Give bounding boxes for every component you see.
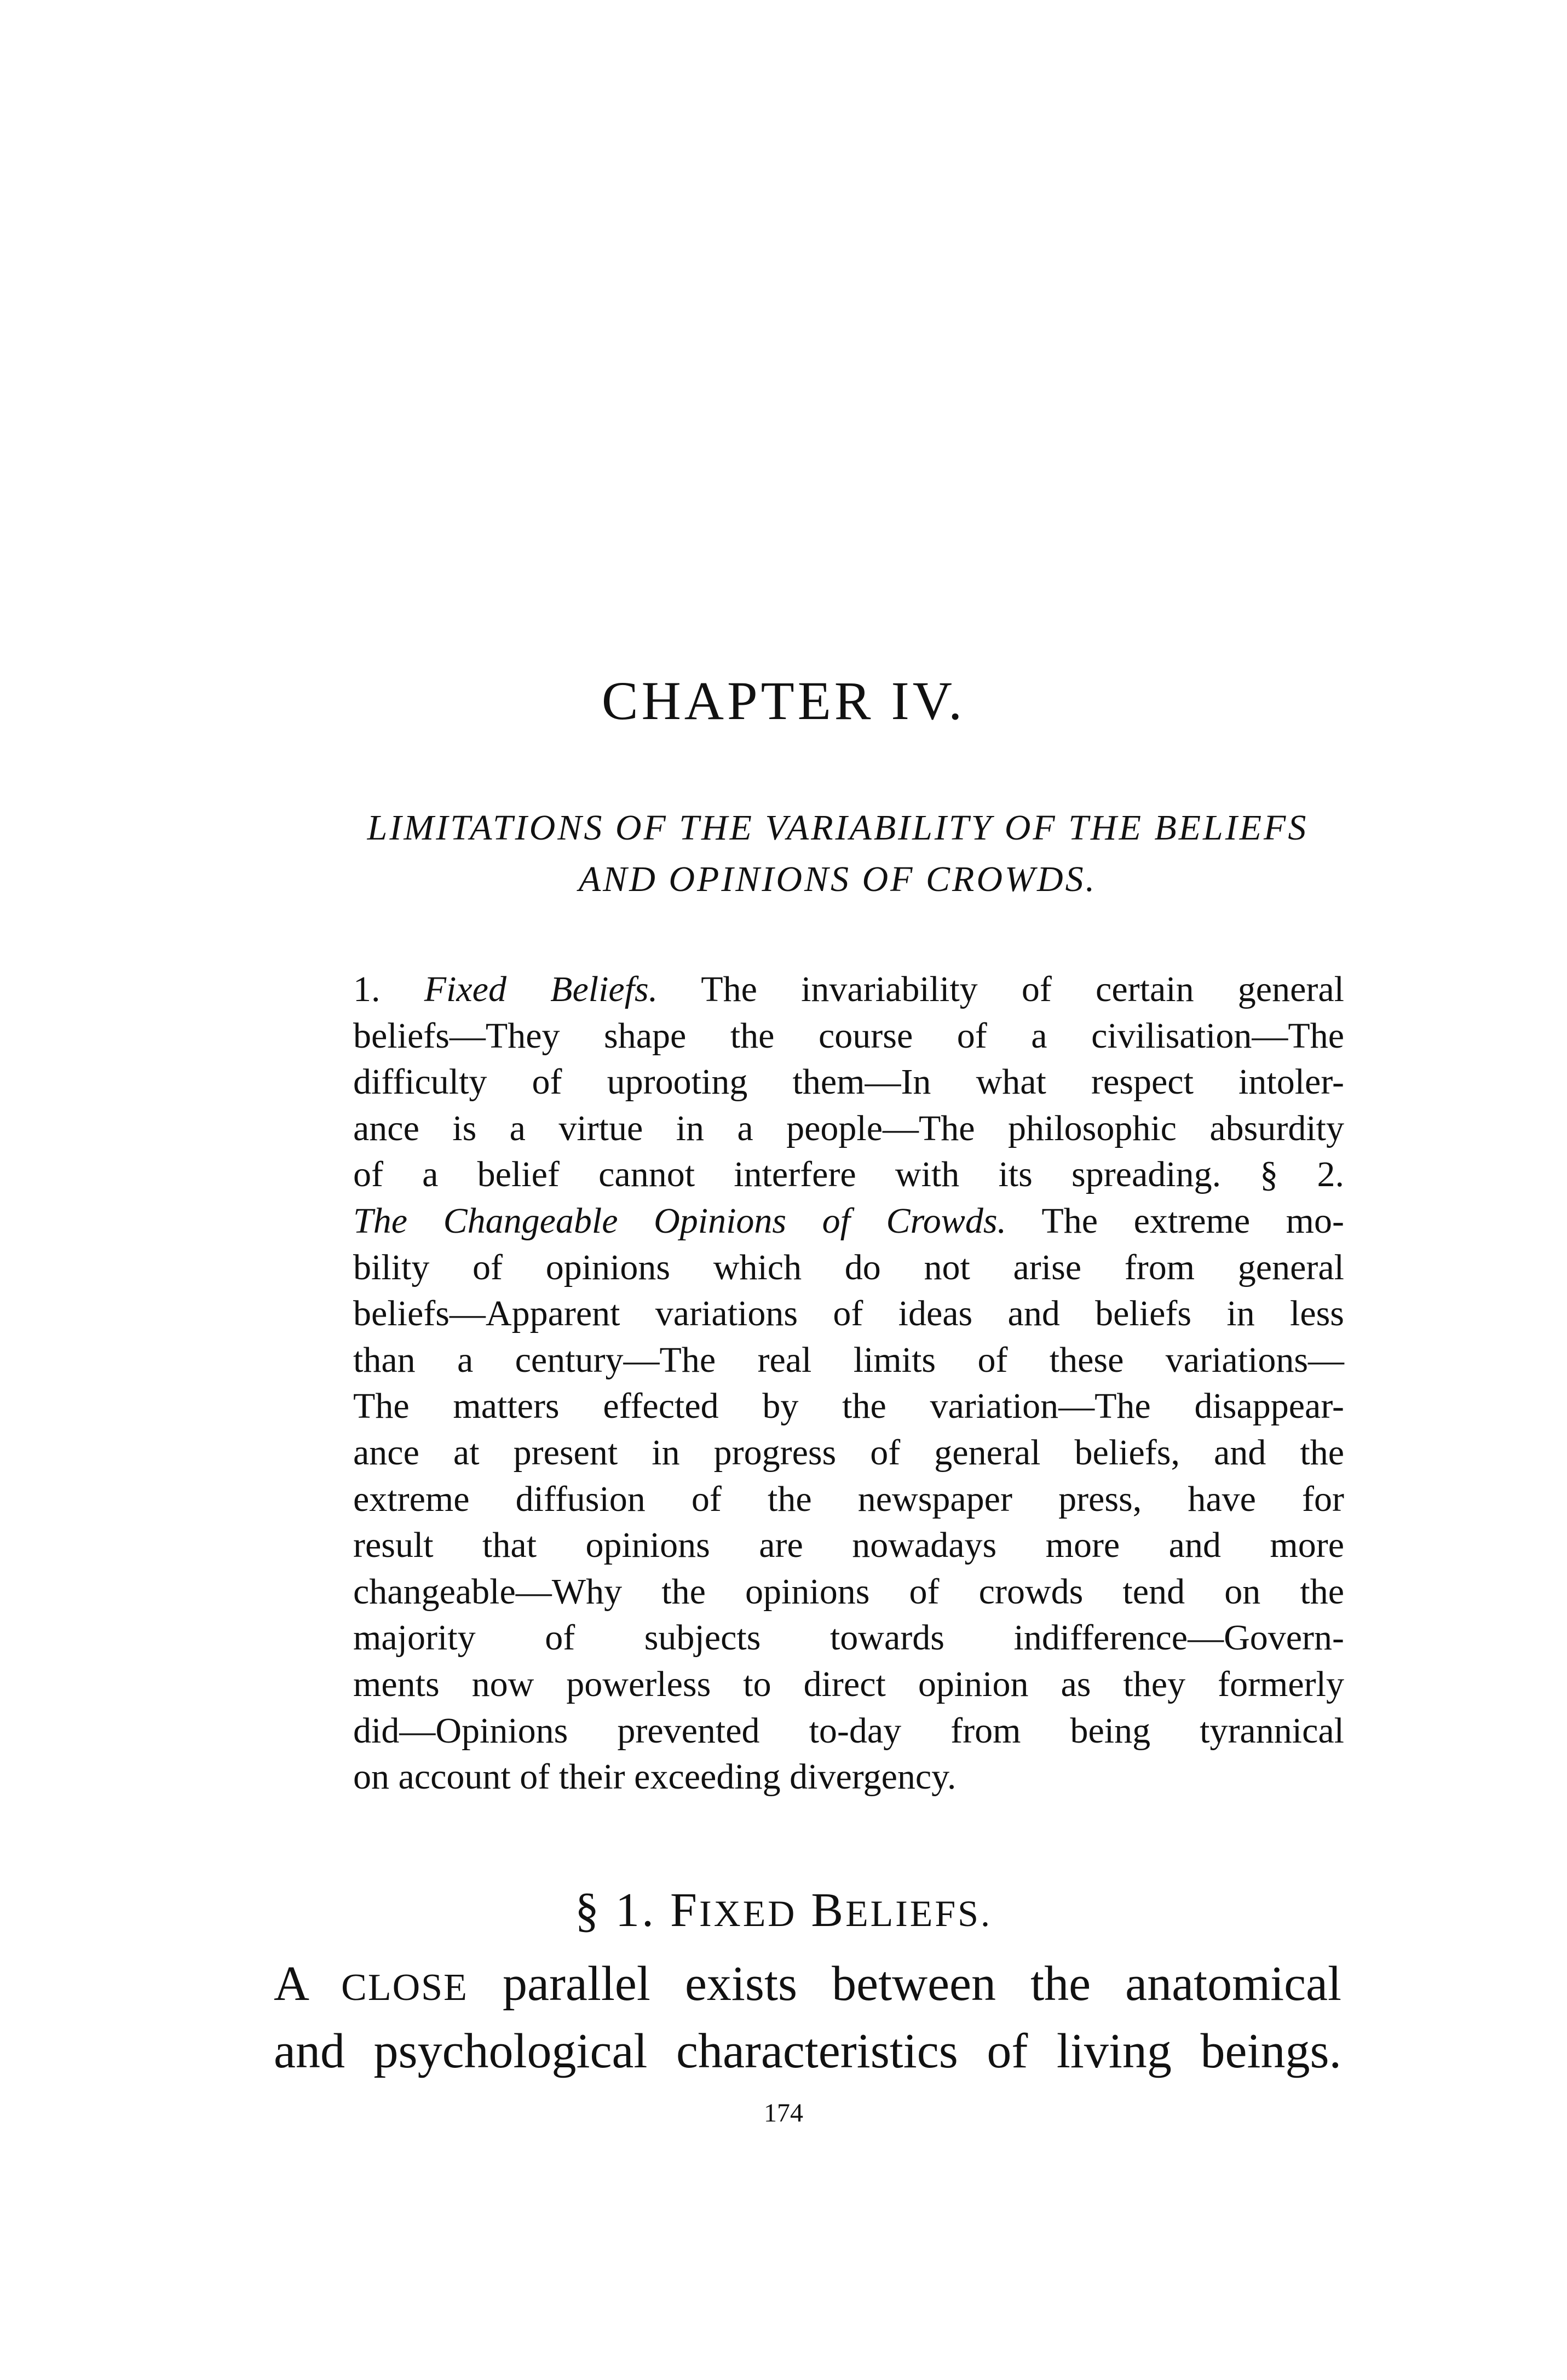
summary-line: The matters effected by the variation—The disappear- xyxy=(353,1386,1344,1427)
body-paragraph xyxy=(274,1952,1341,2083)
section-heading xyxy=(0,1884,1567,1937)
summary-line xyxy=(353,1198,1344,1245)
section-title-word-1-rest: IXED xyxy=(699,1893,797,1934)
section-title-word-2-rest: ELIEFS. xyxy=(845,1893,992,1934)
chapter-subtitle xyxy=(329,802,1347,905)
chapter-subtitle-line-1: LIMITATIONS OF THE VARIABILITY OF THE BELIEFS xyxy=(367,808,1309,848)
summary-line: majority of subjects towards indifference—Govern- xyxy=(353,1618,1344,1658)
summary-line-text: The extreme mo- xyxy=(1041,1200,1344,1241)
summary-line: ance at present in progress of general beliefs, and the xyxy=(353,1432,1344,1473)
summary-section-number: 1. xyxy=(353,969,381,1009)
summary-line: ments now powerless to direct opinion as they formerly xyxy=(353,1664,1344,1704)
section-title-word-1-cap: F xyxy=(670,1884,699,1937)
summary-line: ance is a virtue in a people—The philosophic absurdity xyxy=(353,1108,1344,1148)
page-number: 174 xyxy=(764,2099,803,2128)
summary-line-text: The invariability of certain general xyxy=(701,969,1344,1009)
chapter-subtitle-line-2: AND OPINIONS OF CROWDS. xyxy=(578,859,1097,899)
summary-section-title-changeable-opinions: The Changeable Opinions of Crowds. xyxy=(353,1200,1007,1241)
summary-line: difficulty of uprooting them—In what respect intoler- xyxy=(353,1062,1344,1102)
summary-line: changeable—Why the opinions of crowds tend on the xyxy=(353,1571,1344,1612)
body-initial: A xyxy=(274,1957,307,2011)
summary-section-title-fixed-beliefs: Fixed Beliefs. xyxy=(424,969,658,1009)
summary-line xyxy=(353,967,1344,1013)
body-line: and psychological characteristics of living beings. xyxy=(274,2024,1341,2078)
summary-line: extreme diffusion of the newspaper press, have for xyxy=(353,1479,1344,1519)
section-mark: § 1. xyxy=(575,1884,656,1937)
summary-line: beliefs—They shape the course of a civilisation—The xyxy=(353,1015,1344,1056)
body-small-caps: CLOSE xyxy=(341,1967,468,2009)
summary-line: beliefs—Apparent variations of ideas and beliefs in less xyxy=(353,1294,1344,1334)
summary-line: did—Opinions prevented to-day from being tyrannical xyxy=(353,1710,1344,1751)
body-line xyxy=(274,1952,1341,2020)
section-title-word-2-cap: B xyxy=(811,1884,846,1937)
chapter-heading: CHAPTER IV. xyxy=(601,670,966,731)
chapter-summary xyxy=(353,967,1344,1801)
summary-line: bility of opinions which do not arise from general xyxy=(353,1247,1344,1287)
summary-line: than a century—The real limits of these variations— xyxy=(353,1340,1344,1380)
summary-line: on account of their exceeding divergency. xyxy=(353,1757,957,1797)
summary-line: of a belief cannot interfere with its spreading. § 2. xyxy=(353,1154,1344,1195)
body-line-text: parallel exists between the anatomical xyxy=(503,1957,1341,2011)
summary-line: result that opinions are nowadays more and more xyxy=(353,1525,1344,1566)
